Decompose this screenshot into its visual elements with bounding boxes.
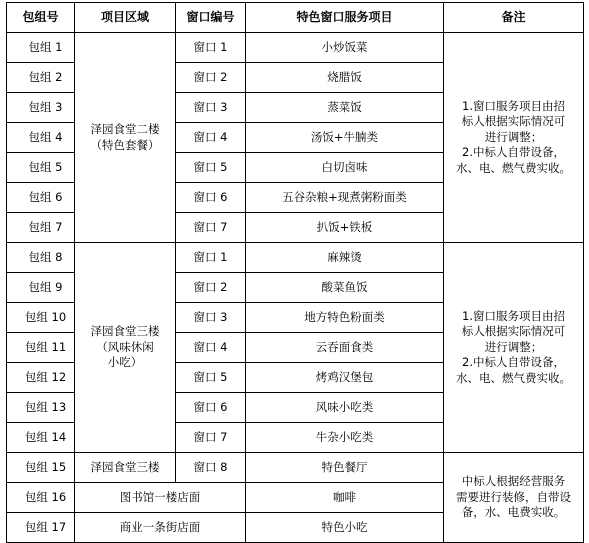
service-cell: 风味小吃类 [246,393,444,423]
remark-line: 2.中标人自带设备， [462,355,565,370]
remark-block-1 [444,33,584,243]
group-cell: 包组 10 [7,303,75,333]
zone-library: 图书馆一楼店面 [75,483,246,513]
service-cell: 地方特色粉面类 [246,303,444,333]
zone-second-floor [75,33,176,243]
header-row [7,3,584,33]
service-cell: 咖啡 [246,483,444,513]
service-cell: 小炒饭菜 [246,33,444,63]
group-cell: 包组 7 [7,213,75,243]
group-cell: 包组 15 [7,453,75,483]
window-cell: 窗口 1 [176,243,246,273]
remark-line: 水、电、燃气费实收。 [456,160,571,175]
service-cell: 白切卤味 [246,153,444,183]
group-cell: 包组 2 [7,63,75,93]
remark-block-3 [444,453,584,543]
header-service-items: 特色窗口服务项目 [246,3,444,33]
remark-line: 标人根据实际情况可 [461,324,566,339]
window-cell: 窗口 5 [176,153,246,183]
service-cell: 麻辣烫 [246,243,444,273]
group-cell: 包组 8 [7,243,75,273]
service-window-table [6,2,584,543]
table-row [7,453,584,483]
zone-line: 小吃） [107,355,143,370]
service-cell: 牛杂小吃类 [246,423,444,453]
service-cell: 特色餐厅 [246,453,444,483]
group-cell: 包组 17 [7,513,75,543]
window-cell: 窗口 4 [176,123,246,153]
remark-block-2 [444,243,584,453]
remark-line: 标人根据实际情况可 [461,114,566,129]
remark-line: 进行调整； [484,129,543,144]
group-cell: 包组 11 [7,333,75,363]
group-cell: 包组 5 [7,153,75,183]
remark-line: 1.窗口服务项目由招 [462,98,565,113]
header-remarks: 备注 [444,3,584,33]
group-cell: 包组 1 [7,33,75,63]
zone-commercial: 商业一条街店面 [75,513,246,543]
zone-line: （风味休闲 [96,339,154,354]
window-cell: 窗口 1 [176,33,246,63]
zone-third-floor [75,243,176,453]
window-cell: 窗口 2 [176,273,246,303]
window-cell: 窗口 3 [176,93,246,123]
remark-line: 2.中标人自带设备， [462,145,565,160]
zone-line: 泽园食堂二楼 [90,121,160,136]
remark-line: 中标人根据经营服务 [461,474,566,489]
zone-third-floor-single: 泽园食堂三楼 [75,453,176,483]
window-cell: 窗口 8 [176,453,246,483]
group-cell: 包组 6 [7,183,75,213]
group-cell: 包组 12 [7,363,75,393]
header-group-number: 包组号 [7,3,75,33]
window-cell: 窗口 7 [176,213,246,243]
service-cell: 特色小吃 [246,513,444,543]
service-cell: 五谷杂粮+现煮粥粉面类 [246,183,444,213]
group-cell: 包组 14 [7,423,75,453]
remark-line: 水、电、燃气费实收。 [456,370,571,385]
service-cell: 蒸菜饭 [246,93,444,123]
service-cell: 扒饭+铁板 [246,213,444,243]
service-cell: 烤鸡汉堡包 [246,363,444,393]
group-cell: 包组 13 [7,393,75,423]
window-cell: 窗口 2 [176,63,246,93]
remark-line: 1.窗口服务项目由招 [462,308,565,323]
window-cell: 窗口 4 [176,333,246,363]
window-cell: 窗口 6 [176,183,246,213]
group-cell: 包组 16 [7,483,75,513]
window-cell: 窗口 5 [176,363,246,393]
zone-line: （特色套餐） [90,137,160,152]
remark-line: 进行调整； [484,339,543,354]
zone-line: 泽园食堂三楼 [90,324,160,339]
window-cell: 窗口 7 [176,423,246,453]
remark-line: 需要进行装修，自带设 [456,489,571,504]
service-cell: 烧腊饭 [246,63,444,93]
table-row [7,33,584,63]
header-project-area: 项目区域 [75,3,176,33]
group-cell: 包组 3 [7,93,75,123]
window-cell: 窗口 3 [176,303,246,333]
header-window-number: 窗口编号 [176,3,246,33]
table-row [7,243,584,273]
group-cell: 包组 4 [7,123,75,153]
window-cell: 窗口 6 [176,393,246,423]
service-cell: 酸菜鱼饭 [246,273,444,303]
service-cell: 云吞面食类 [246,333,444,363]
group-cell: 包组 9 [7,273,75,303]
service-cell: 汤饭+牛腩类 [246,123,444,153]
remark-line: 备，水、电费实收。 [461,505,566,520]
